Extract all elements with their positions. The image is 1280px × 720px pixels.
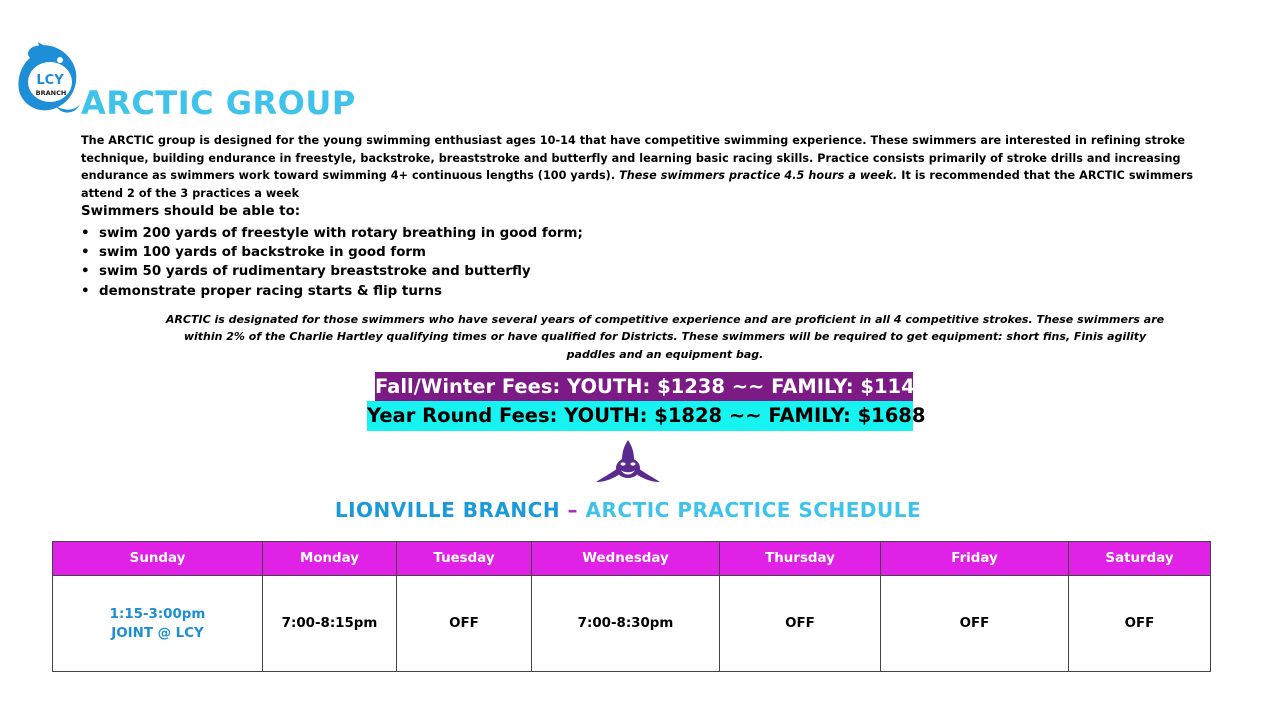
schedule-title-rest: ARCTIC PRACTICE SCHEDULE [585, 498, 922, 522]
year-round-fees: Year Round Fees: YOUTH: $1828 ~~ FAMILY: $1688 [367, 401, 913, 431]
table-header-row [53, 542, 1211, 576]
practice-schedule-table [52, 541, 1211, 672]
thursday-cell: OFF [720, 576, 881, 672]
orca-logo-icon [16, 42, 82, 116]
intro-text: The ARCTIC group is designed for the young swimming enthusiast ages 10-14 that have competitive swimming experience. These swimmers are interested in refining stroke technique, building endurance in freestyle, backstroke, breaststroke and butterfly and learning basic racing skills. Practice consists primarily of stroke drills and increasing endurance as swimmers work toward swimming 4+ continuous lengths (100 yards). [81, 134, 1186, 183]
friday-cell: OFF [881, 576, 1069, 672]
column-header: Saturday [1069, 542, 1211, 576]
schedule-title-branch: LIONVILLE BRANCH [334, 498, 561, 522]
page-title: ARCTIC GROUP [81, 84, 356, 122]
intro-paragraph [81, 132, 1221, 202]
wednesday-cell: 7:00-8:30pm [532, 576, 720, 672]
designation-note: ARCTIC is designated for those swimmers who have several years of competitive experience and are proficient in all 4 competitive strokes. These swimmers are within 2% of the Charlie Hartley qualifying times or have qualified for Districts. These swimmers will be required to get equipment: short fins, Finis agility paddles and an equipment bag. [165, 313, 1165, 361]
table-row [53, 576, 1211, 672]
requirement-item: • swim 50 yards of rudimentary breaststroke and butterfly [81, 262, 583, 281]
sunday-location: JOINT @ LCY [111, 625, 204, 641]
requirements-list [81, 224, 583, 301]
column-header: Thursday [720, 542, 881, 576]
column-header: Sunday [53, 542, 263, 576]
column-header: Monday [263, 542, 397, 576]
orca-icon [594, 440, 662, 486]
tuesday-cell: OFF [397, 576, 532, 672]
lcy-logo [16, 42, 82, 116]
column-header: Wednesday [532, 542, 720, 576]
intro-emphasis: These swimmers practice 4.5 hours a week. [619, 169, 898, 183]
logo-text: LCY [36, 73, 64, 88]
requirement-item: • demonstrate proper racing starts & flip turns [81, 282, 583, 301]
requirements-heading: Swimmers should be able to: [81, 204, 301, 219]
sunday-time: 1:15-3:00pm [109, 606, 206, 622]
schedule-title [0, 498, 1256, 522]
fall-winter-fees: Fall/Winter Fees: YOUTH: $1238 ~~ FAMILY: $1148 [375, 372, 913, 402]
schedule-title-separator: – [560, 498, 586, 522]
logo-subtext: BRANCH [35, 89, 67, 97]
column-header: Friday [881, 542, 1069, 576]
requirement-item: • swim 200 yards of freestyle with rotary breathing in good form; [81, 224, 583, 243]
saturday-cell: OFF [1069, 576, 1211, 672]
sunday-cell [53, 576, 263, 672]
requirement-item: • swim 100 yards of backstroke in good form [81, 243, 583, 262]
intro-closing: It is recommended that the ARCTIC swimmers attend 2 of the 3 practices a week [81, 169, 1194, 200]
monday-cell: 7:00-8:15pm [263, 576, 397, 672]
column-header: Tuesday [397, 542, 532, 576]
